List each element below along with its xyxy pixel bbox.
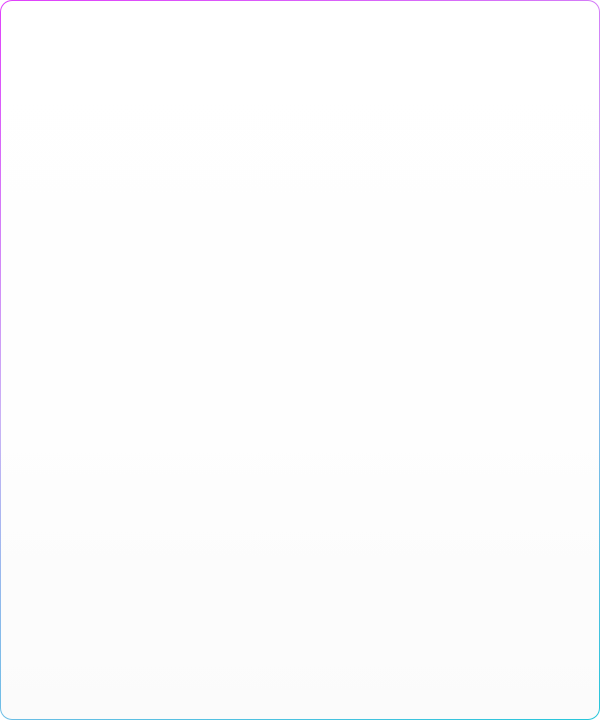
- empty-card-body: [1, 1, 599, 719]
